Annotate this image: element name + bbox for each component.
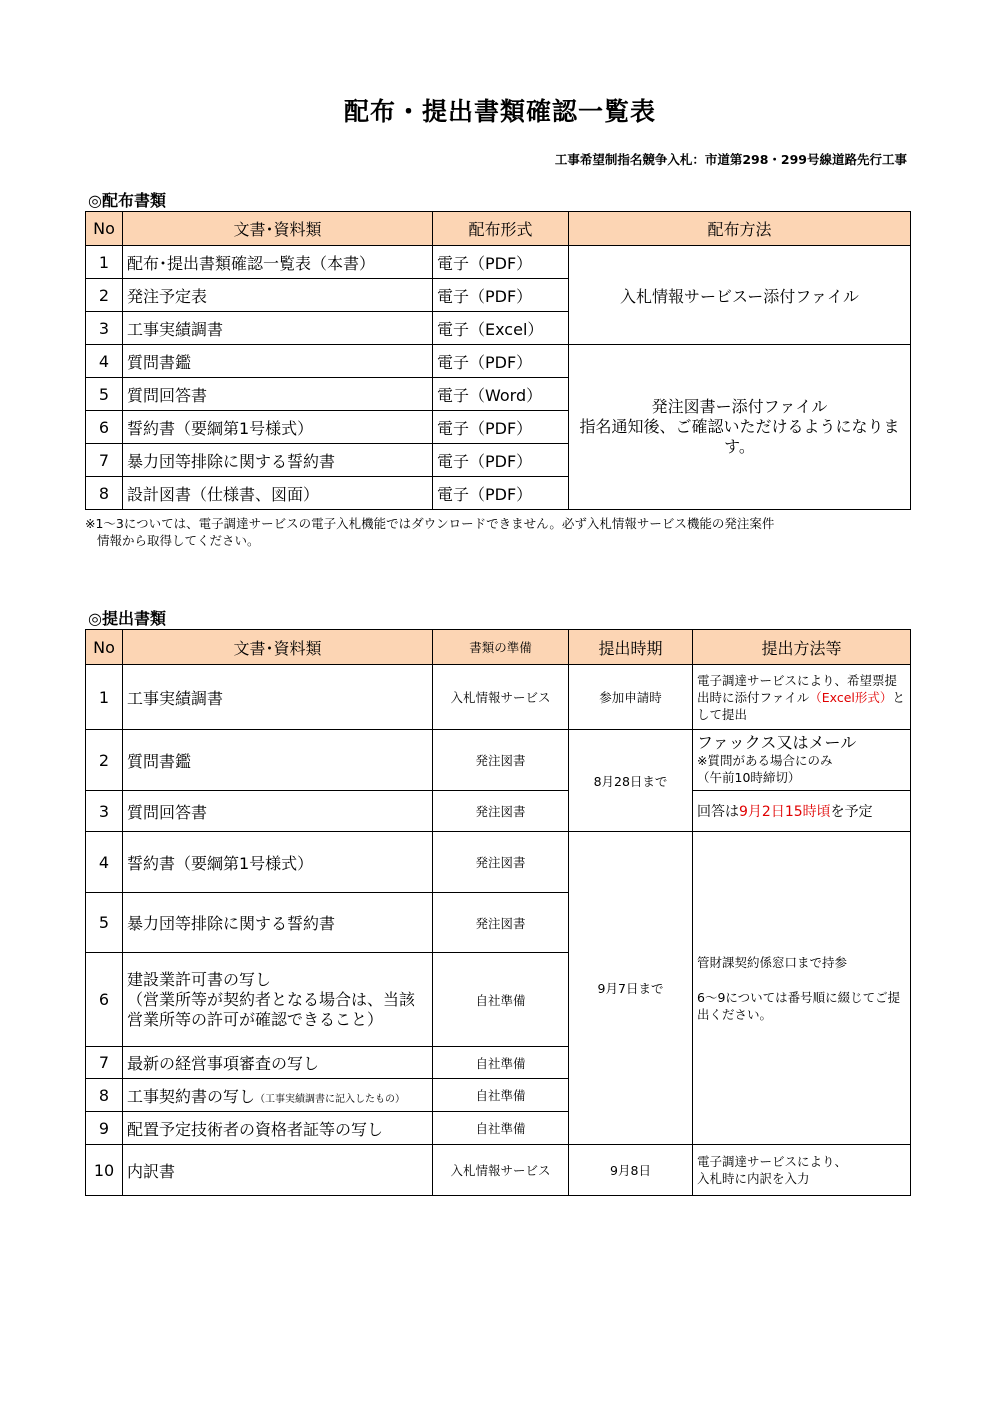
row-no: 5 (86, 893, 123, 953)
row-no: 3 (86, 312, 123, 345)
row-doc: 質問書鑑 (123, 730, 433, 791)
row-format: 電子（PDF） (433, 279, 569, 312)
row-prep: 自社準備 (433, 1047, 569, 1079)
row-doc: 配布･提出書類確認一覧表（本書） (123, 246, 433, 279)
row-format: 電子（PDF） (433, 444, 569, 477)
row-prep: 自社準備 (433, 953, 569, 1047)
row-prep: 入札情報サービス (433, 1145, 569, 1196)
row-no: 7 (86, 1047, 123, 1079)
row-format: 電子（PDF） (433, 477, 569, 510)
row-no: 5 (86, 378, 123, 411)
row-timing: 9月7日まで (569, 832, 693, 1145)
row-no: 1 (86, 246, 123, 279)
distribution-header-row (86, 212, 911, 246)
method-text: （午前10時締切） (697, 770, 801, 785)
row-timing: 9月8日 (569, 1145, 693, 1196)
row-no: 6 (86, 411, 123, 444)
submission-method-3 (693, 791, 911, 832)
header-prep: 書類の準備 (433, 630, 569, 665)
row-doc (123, 1079, 433, 1112)
row-doc (123, 953, 433, 1047)
row-no: 2 (86, 279, 123, 312)
project-subtitle: 工事希望制指名競争入札：市道第298・299号線道路先行工事 (554, 152, 907, 167)
method-text: として提出 (697, 689, 905, 722)
method-text: を予定 (830, 804, 873, 820)
method-text: 回答は (697, 804, 739, 820)
row-no: 2 (86, 730, 123, 791)
submission-method-1 (693, 665, 911, 730)
method-text: 6～9については番号順に綴じてご提出ください。 (697, 989, 901, 1022)
header-timing: 提出時期 (569, 630, 693, 665)
row-doc: 内訳書 (123, 1145, 433, 1196)
row-doc: 質問回答書 (123, 791, 433, 832)
distribution-method-1: 入札情報サービスー添付ファイル (569, 246, 911, 345)
row-no: 1 (86, 665, 123, 730)
method-text: ※質問がある場合にのみ (697, 753, 833, 768)
method-text: 電子調達サービスにより、希望票提出時に添付ファイル (697, 672, 898, 705)
note-line: ※1～3については、電子調達サービスの電子入札機能ではダウンロードできません。必ず入札情報サービス機能の発注案件 (85, 516, 775, 531)
method-text: 入札時に内訳を入力 (697, 1171, 810, 1186)
row-timing: 参加申請時 (569, 665, 693, 730)
row-doc: 最新の経営事項審査の写し (123, 1047, 433, 1079)
row-no: 10 (86, 1145, 123, 1196)
row-prep: 発注図書 (433, 730, 569, 791)
method-line: 発注図書ー添付ファイル (651, 397, 828, 416)
row-no: 4 (86, 345, 123, 378)
doc-line: （営業所等が契約者となる場合は、当該営業所等の許可が確認できること） (127, 989, 416, 1029)
submission-method-2 (693, 730, 911, 791)
submission-table (85, 629, 911, 1196)
doc-line: 建設業許可書の写し (127, 969, 272, 989)
table-row (86, 791, 911, 832)
row-no: 4 (86, 832, 123, 893)
row-doc: 質問回答書 (123, 378, 433, 411)
row-doc: 誓約書（要綱第1号様式） (123, 411, 433, 444)
row-no: 9 (86, 1112, 123, 1145)
row-no: 6 (86, 953, 123, 1047)
method-text-red: （Excel形式） (809, 689, 893, 705)
table-row (86, 246, 911, 279)
page-title: 配布・提出書類確認一覧表 (343, 97, 656, 126)
submission-method-4 (693, 832, 911, 1145)
note-line: 情報から取得してください。 (97, 533, 260, 548)
row-prep: 発注図書 (433, 791, 569, 832)
method-text-red: 9月2日15時頃 (739, 804, 831, 820)
header-format: 配布形式 (433, 212, 569, 246)
row-doc: 設計図書（仕様書、図面） (123, 477, 433, 510)
doc-text: 工事契約書の写し (127, 1086, 256, 1106)
table-row (86, 832, 911, 893)
row-no: 8 (86, 477, 123, 510)
distribution-note (85, 515, 915, 549)
header-method: 配布方法 (569, 212, 911, 246)
distribution-method-2 (569, 345, 911, 510)
row-doc: 暴力団等排除に関する誓約書 (123, 444, 433, 477)
table-row (86, 730, 911, 791)
row-doc: 発注予定表 (123, 279, 433, 312)
method-text: 管財課契約係窓口まで持参 (697, 954, 848, 970)
distribution-heading: ◎配布書類 (88, 191, 166, 210)
row-prep: 発注図書 (433, 893, 569, 953)
row-no: 3 (86, 791, 123, 832)
distribution-table (85, 211, 911, 510)
row-format: 電子（Word） (433, 378, 569, 411)
submission-header-row (86, 630, 911, 665)
submission-method-5 (693, 1145, 911, 1196)
row-prep: 入札情報サービス (433, 665, 569, 730)
row-no: 7 (86, 444, 123, 477)
row-prep: 自社準備 (433, 1079, 569, 1112)
row-doc: 暴力団等排除に関する誓約書 (123, 893, 433, 953)
method-text: ファックス又はメール (697, 733, 857, 752)
row-doc: 配置予定技術者の資格者証等の写し (123, 1112, 433, 1145)
row-no: 8 (86, 1079, 123, 1112)
header-doc: 文書･資料類 (123, 630, 433, 665)
row-format: 電子（PDF） (433, 411, 569, 444)
row-doc: 工事実績調書 (123, 312, 433, 345)
table-row (86, 665, 911, 730)
row-format: 電子（Excel） (433, 312, 569, 345)
table-row (86, 1145, 911, 1196)
submission-heading: ◎提出書類 (88, 609, 166, 628)
header-doc: 文書･資料類 (123, 212, 433, 246)
header-no: No (86, 630, 123, 665)
header-method: 提出方法等 (693, 630, 911, 665)
row-timing: 8月28日まで (569, 730, 693, 832)
method-line: 指名通知後、ご確認いただけるようになります。 (579, 417, 900, 456)
row-doc: 質問書鑑 (123, 345, 433, 378)
method-text: 電子調達サービスにより、 (697, 1154, 848, 1169)
table-row (86, 345, 911, 378)
header-no: No (86, 212, 123, 246)
row-doc: 工事実績調書 (123, 665, 433, 730)
row-format: 電子（PDF） (433, 345, 569, 378)
row-prep: 自社準備 (433, 1112, 569, 1145)
row-prep: 発注図書 (433, 832, 569, 893)
row-format: 電子（PDF） (433, 246, 569, 279)
row-doc: 誓約書（要綱第1号様式） (123, 832, 433, 893)
doc-text-small: （工事実績調書に記入したもの） (255, 1093, 406, 1105)
